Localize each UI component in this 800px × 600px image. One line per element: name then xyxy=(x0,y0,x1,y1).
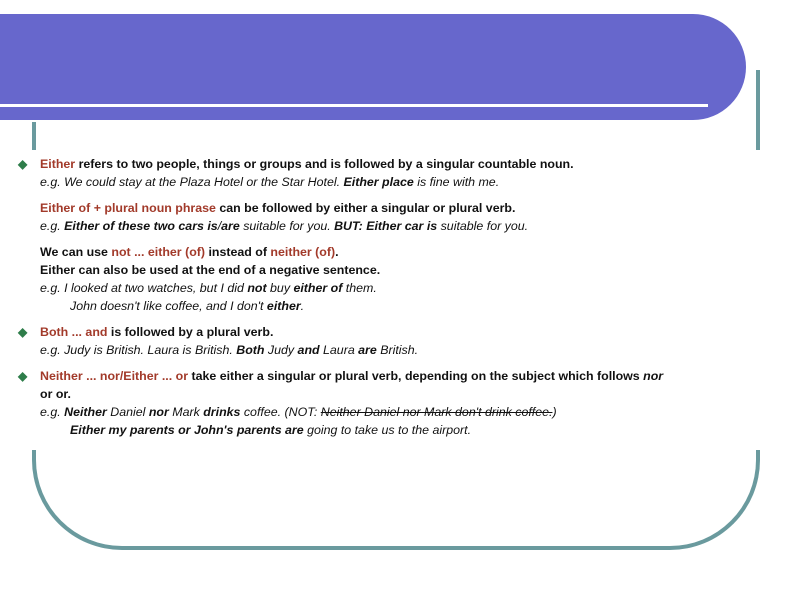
bullet-either xyxy=(18,155,778,173)
example-text: e.g. xyxy=(40,405,65,419)
example-bold: either xyxy=(266,299,301,313)
example-text: them. xyxy=(342,281,377,295)
example-text: going to take us to the airport. xyxy=(303,423,472,437)
keyword-neither: neither (of) xyxy=(270,245,336,259)
example-text: John doesn't like coffee, and I don't xyxy=(70,299,267,313)
rule-text: . xyxy=(335,245,339,259)
example-text: is fine with me. xyxy=(413,175,500,189)
bullet-both-and xyxy=(18,323,778,341)
rule-text: can be followed by either a singular or plural verb. xyxy=(215,201,516,215)
rule-not-either xyxy=(18,243,778,261)
example-bold: Neither xyxy=(64,405,107,419)
diamond-bullet-icon: ◆ xyxy=(18,369,28,383)
example-line xyxy=(18,279,778,297)
rule-text: We can use xyxy=(40,245,112,259)
example-text: . xyxy=(300,299,305,313)
example-text: coffee. (NOT: xyxy=(240,405,321,419)
diamond-bullet-icon: ◆ xyxy=(18,325,28,339)
rule-either-of xyxy=(18,199,778,217)
example-bold: Either place xyxy=(343,175,414,189)
rule-text: refers to two people, things or groups and is followed by a singular countable noun. xyxy=(75,157,574,171)
rule-text-italic: nor xyxy=(643,369,664,383)
keyword-not-either: not ... either (of) xyxy=(111,245,206,259)
example-text: e.g. xyxy=(40,219,65,233)
example-bold: Both xyxy=(236,343,265,357)
example-line xyxy=(18,341,778,359)
rule-text-continued: or or. xyxy=(40,387,71,401)
example-text: Laura xyxy=(319,343,359,357)
example-text: British. xyxy=(376,343,419,357)
example-text: buy xyxy=(266,281,294,295)
example-text: Mark xyxy=(168,405,204,419)
example-bold: and xyxy=(297,343,320,357)
diamond-bullet-icon: ◆ xyxy=(18,157,28,171)
example-bold: drinks xyxy=(203,405,241,419)
rule-end-position: Either can also be used at the end of a negative sentence. xyxy=(40,263,381,277)
example-bold: not xyxy=(247,281,267,295)
example-text: e.g. We could stay at the Plaza Hotel or the Star Hotel. xyxy=(40,175,344,189)
example-text: Judy xyxy=(264,343,298,357)
example-bold: are xyxy=(358,343,377,357)
example-text: e.g. I looked at two watches, but I did xyxy=(40,281,248,295)
bullet-neither-nor xyxy=(18,367,778,385)
title-underline xyxy=(0,104,708,107)
example-text: suitable for you. xyxy=(239,219,335,233)
example-bold: BUT: Either car is xyxy=(334,219,438,233)
example-bold: Either of these two cars is xyxy=(64,219,218,233)
keyword-both-and: Both ... and xyxy=(40,325,108,339)
example-bold: Either my parents or John's parents are xyxy=(70,423,304,437)
example-bold: either of xyxy=(293,281,343,295)
example-bold: are xyxy=(221,219,240,233)
frame-right-stub xyxy=(756,70,760,150)
keyword-either-of: Either of + plural noun phrase xyxy=(40,201,216,215)
struck-example: Neither Daniel nor Mark don't drink coffee. xyxy=(320,405,553,419)
example-bold: nor xyxy=(148,405,169,419)
example-line xyxy=(18,297,778,315)
example-text: e.g. Judy is British. Laura is British. xyxy=(40,343,237,357)
example-text: ) xyxy=(552,405,557,419)
keyword-neither-nor: Neither ... nor/Either ... or xyxy=(40,369,189,383)
example-line xyxy=(18,403,778,421)
example-line xyxy=(18,217,778,235)
rule-text: instead of xyxy=(205,245,271,259)
frame-bottom-border xyxy=(32,450,760,550)
rule-text: is followed by a plural verb. xyxy=(107,325,274,339)
frame-left-stub xyxy=(32,122,36,150)
example-line xyxy=(18,421,778,439)
grammar-notes xyxy=(18,155,778,439)
rule-text: take either a singular or plural verb, depending on the subject which follows xyxy=(188,369,644,383)
example-text: Daniel xyxy=(106,405,149,419)
example-text: / xyxy=(217,219,222,233)
example-line xyxy=(18,173,778,191)
example-text: suitable for you. xyxy=(437,219,529,233)
keyword-either: Either xyxy=(40,157,76,171)
